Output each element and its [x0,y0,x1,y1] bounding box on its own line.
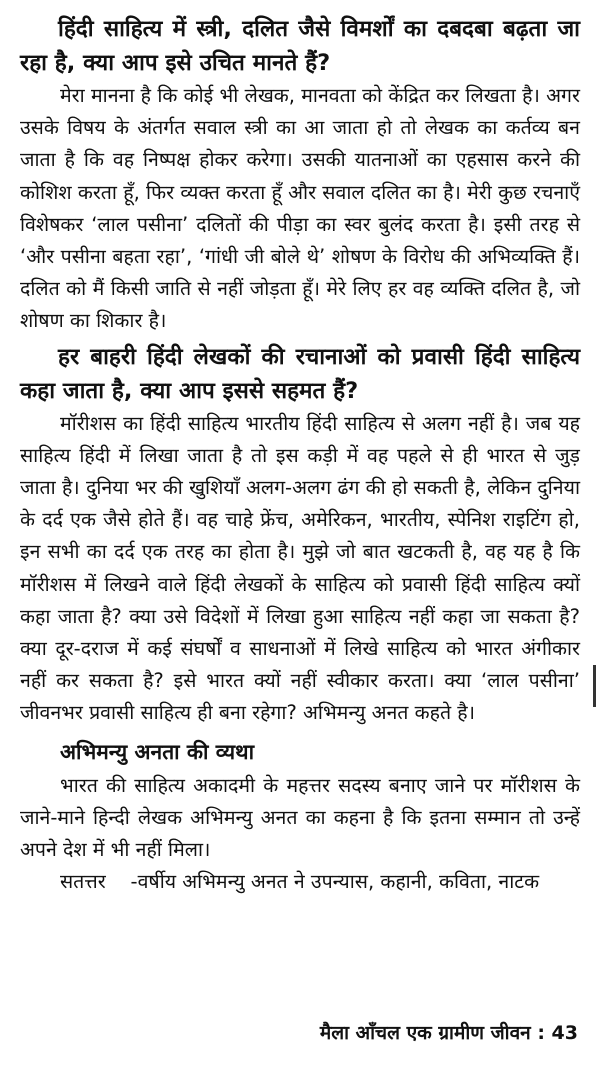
page-body [20,12,580,898]
answer-2: मॉरीशस का हिंदी साहित्य भारतीय हिंदी साहित्य से अलग नहीं है। जब यह साहित्य हिंदी में लिखा जाता है तो इस कड़ी में वह पहले से ही भारत से जुड़ जाता है। दुनिया भर की खुशियाँ अलग-अलग ढंग की हो सकती है, लेकिन दुनिया के दर्द एक जैसे होते हैं। वह चाहे फ्रेंच, अमेरिकन, भारतीय, स्पेनिश राइटिंग हो, इन सभी का दर्द एक तरह का होता है। मुझे जो बात खटकती है, वह यह है कि मॉरीशस में लिखने वाले हिंदी लेखकों के साहित्य को प्रवासी हिंदी साहित्य क्यों कहा जाता है? क्या उसे विदेशों में लिखा हुआ साहित्य नहीं कहा जा सकता है? क्या दूर-दराज में कई संघर्षों व साधनाओं में लिखे साहित्य को भारत अंगीकार नहीं कर सकता है? इसे भारत क्यों नहीं स्वीकार करता। क्या ‘लाल पसीना’ जीवनभर प्रवासी साहित्य ही बना रहेगा? अभिमन्यु अनत कहते है। [20,411,580,725]
page-footer: मैला आँचल एक ग्रामीण जीवन : 43 [319,1022,578,1044]
section-heading: अभिमन्यु अनता की व्यथा [60,739,255,764]
margin-mark [593,665,596,707]
paragraph-3: भारत की साहित्य अकादमी के महत्तर सदस्य बनाए जाने पर मॉरीशस के जाने-माने हिन्दी लेखक अभिमन्यु अनत का कहना है कि इतना सम्मान तो उन्हें अपने देश में भी नहीं मिला। [20,773,580,862]
answer-1: मेरा मानना है कि कोई भी लेखक, मानवता को केंद्रित कर लिखता है। अगर उसके विषय के अंतर्गत सवाल स्त्री का आ जाता हो तो लेखक का कर्तव्य बन जाता है कि वह निष्पक्ष होकर करेगा। उसकी यातनाओं का एहसास करने की कोशिश करता हूँ, फिर व्यक्त करता हूँ और सवाल दलित का है। मेरी कुछ रचनाएँ विशेषकर ‘लाल पसीना’ दलितों की पीड़ा का स्वर बुलंद करता है। इसी तरह से ‘और पसीना बहता रहा’, ‘गांधी जी बोले थे’ शोषण के विरोध की अभिव्यक्ति हैं। दलित को मैं किसी जाति से नहीं जोड़ता हूँ। मेरे लिए हर वह व्यक्ति दलित है, जो शोषण का शिकार है। [20,84,580,333]
paragraph-4: सतत्तर -वर्षीय अभिमन्यु अनत ने उपन्यास, कहानी, कविता, नाटक [60,870,540,894]
question-2: हर बाहरी हिंदी लेखकों की रचानाओं को प्रवासी हिंदी साहित्य कहा जाता है, क्या आप इससे सहमत हैं? [20,343,580,404]
question-1: हिंदी साहित्य में स्त्री, दलित जैसे विमर्शों का दबदबा बढ़ता जा रहा है, क्या आप इसे उचित मानते हैं? [20,16,580,76]
